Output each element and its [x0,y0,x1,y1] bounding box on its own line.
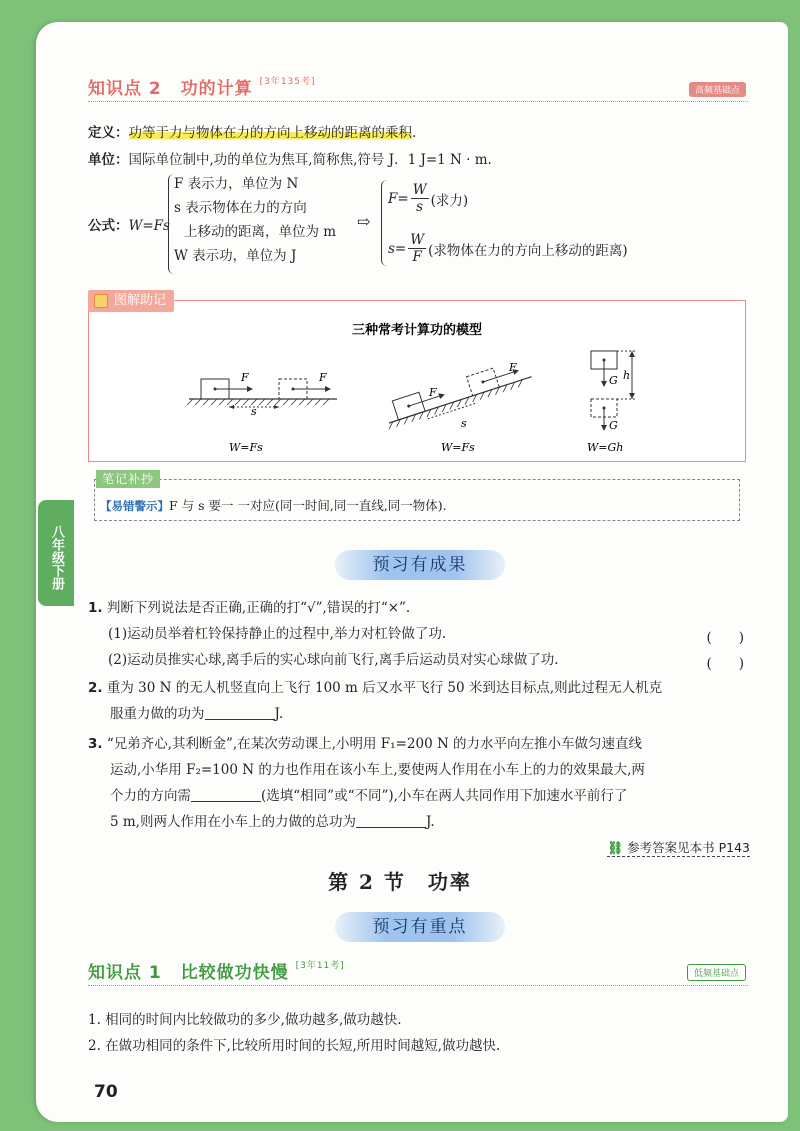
answer-blank[interactable] [191,788,261,802]
question-3-line2: 运动,小华用 F₂=100 N 的力也作用在该小车上,要使两人作用在小车上的力的效果最大,两 [110,762,645,778]
notes-tag: 笔记补抄 [96,470,160,488]
svg-text:F: F [509,361,517,374]
horizontal-push-model [187,371,337,454]
answer-paren: ( ) [706,630,744,646]
svg-text:F: F [241,371,249,384]
formula-item: s 表示物体在力的方向 [174,200,307,216]
kp-label: 知识点 1 [88,963,162,983]
svg-text:F: F [319,371,327,384]
link-icon: ⛓ [607,840,624,855]
model-formula: W=Fs [441,441,475,454]
diagram-panel [88,300,746,462]
derive-arrow-icon: ⇨ [357,212,371,231]
kp-title: 比较做功快慢 [180,963,289,983]
right-brace [381,180,387,266]
derived-formula-force: F= $\frac{W}{s}$ (求力) [388,182,469,215]
diagram-tag: 图解助记 [88,290,174,312]
formula-item: F 表示力，单位为 N [174,176,299,192]
formula-item: W 表示功，单位为 J [174,248,297,264]
definition-line: 定义：功等于力与物体在力的方向上移动的距离的乘积. [88,125,417,141]
question-3-line4: 5 m,则两人作用在小车上的力做的总功为 J. [110,814,435,830]
svg-text:s: s [461,417,467,430]
section-banner: 预习有重点 [335,912,505,942]
question-3: 3. “兄弟齐心,其利断金”,在某次劳动课上,小明用 F₁=200 N 的力水平向左推小车做匀速直线 [88,736,643,752]
unit-text: 国际单位制中,功的单位为焦耳,简称焦,符号 J．1 J=1 N · m. [128,152,492,168]
answer-blank[interactable] [205,706,275,720]
answer-paren: ( ) [706,656,744,672]
frequency-badge: 高频基础点 [689,82,746,97]
unit-label: 单位： [88,152,129,168]
formula-variable-list [174,172,336,268]
question-3-line3: 个力的方向需 (选填“相同”或“不同”),小车在两人共同作用下加速水平前行了 [110,788,628,804]
grade-side-tab: 八年级下册 [38,500,74,606]
memo-icon [94,294,108,308]
svg-text:F: F [429,386,437,399]
answer-blank[interactable] [356,814,426,828]
formula-expression: W=Fs [128,218,170,234]
kp-exam-frequency: [3年11考] [295,961,345,971]
kp-label: 知识点 2 [88,79,162,99]
kp-title: 功的计算 [180,79,253,99]
model-formula: W=Gh [587,441,624,454]
derived-formula-distance: s= $\frac{W}{F}$ (求物体在力的方向上移动的距离) [388,232,628,265]
question-1-sub-1: (1)运动员举着杠铃保持静止的过程中,举力对杠铃做了功. [108,626,447,642]
formula-line [88,214,170,234]
kp-point-2: 2. 在做功相同的条件下,比较所用时间的长短,所用时间越短,做功越快. [88,1038,501,1054]
error-warning-line [100,496,447,514]
knowledge-point-header [88,78,748,102]
frequency-badge: 低频基础点 [687,964,746,981]
question-2-line2: 服重力做的功为 J. [110,706,284,722]
definition-label: 定义： [88,125,129,141]
page-number: 70 [94,1082,118,1102]
knowledge-point-header [88,962,748,986]
unit-line [88,148,492,168]
kp-point-1: 1. 相同的时间内比较做功的多少,做功越多,做功越快. [88,1012,402,1028]
section-banner: 预习有成果 [335,550,505,580]
svg-text:h: h [623,369,631,382]
answer-reference[interactable]: ⛓ 参考答案见本书 P143 [607,840,750,855]
formula-item: 上移动的距离，单位为 m [184,224,337,240]
formula-label: 公式： [88,218,129,234]
svg-text:s: s [251,405,257,418]
incline-push-model [381,358,534,454]
question-1-sub-2: (2)运动员推实心球,离手后的实心球向前飞行,离手后运动员对实心球做了功. [108,652,559,668]
vertical-lift-model [587,351,637,454]
question-2: 2. 重为 30 N 的无人机竖直向上飞行 100 m 后又水平飞行 50 米到达目标点,则此过程无人机克 [88,680,663,696]
warning-label: 【易错警示】 [100,499,169,513]
definition-text: 功等于力与物体在力的方向上移动的距离的乘积 [128,125,412,141]
warning-text: F 与 s 要一 一对应(同一时间,同一直线,同一物体). [169,498,447,513]
svg-text:G: G [609,374,618,387]
svg-text:G: G [609,419,618,432]
kp-exam-frequency: [3年135考] [259,77,316,87]
diagram-title: 三种常考计算功的模型 [351,323,483,338]
work-models-figure [89,301,745,461]
question-1: 1. 判断下列说法是否正确,正确的打“√”,错误的打“×”. [88,600,411,616]
section-title: 第 2 节 功率 [328,870,472,894]
model-formula: W=Fs [229,441,263,454]
